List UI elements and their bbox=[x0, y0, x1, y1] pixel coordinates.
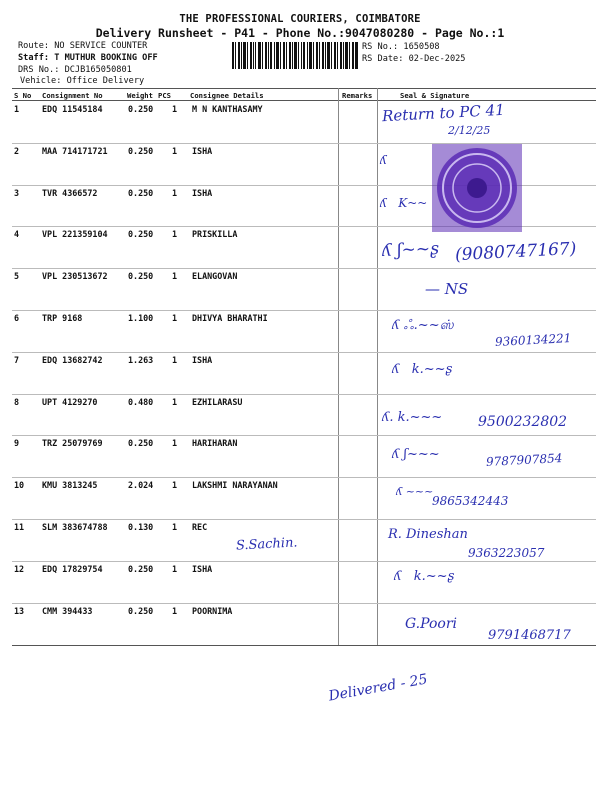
row-consignment-no: KMU 3813245 bbox=[42, 480, 98, 491]
col-weight: Weight bbox=[127, 91, 153, 100]
table-header-rule bbox=[12, 100, 596, 101]
row-separator bbox=[12, 268, 596, 269]
row-weight: 2.024 bbox=[128, 480, 154, 491]
handwritten-return-date: 2/12/25 bbox=[448, 124, 491, 137]
row-consignee: DHIVYA BHARATHI bbox=[192, 313, 268, 323]
company-name: THE PROFESSIONAL COURIERS, COIMBATORE bbox=[179, 13, 421, 25]
rs-date: RS Date: 02-Dec-2025 bbox=[362, 54, 466, 64]
row-sno: 12 bbox=[14, 563, 25, 574]
handwritten-name-row-13: G.Poori bbox=[405, 616, 458, 632]
col-consignment: Consignment No bbox=[42, 91, 103, 100]
office-stamp bbox=[430, 140, 526, 236]
row-weight: 0.250 bbox=[128, 104, 154, 114]
row-sno: 10 bbox=[14, 480, 25, 491]
row-pcs: 1 bbox=[172, 145, 178, 156]
row-sno: 7 bbox=[14, 354, 20, 365]
row-sno: 6 bbox=[14, 313, 20, 323]
row-weight: 0.480 bbox=[128, 396, 154, 407]
row-separator bbox=[12, 519, 596, 520]
col-consignee: Consignee Details bbox=[190, 91, 264, 100]
row-sno: 11 bbox=[14, 522, 25, 532]
row-sno: 9 bbox=[14, 438, 20, 449]
row-pcs: 1 bbox=[172, 313, 178, 323]
row-sno: 1 bbox=[14, 104, 20, 114]
col-sno: S No bbox=[14, 91, 32, 100]
signature-row-4: ʎ ʃ~~ʂ bbox=[381, 239, 440, 261]
row-consignee: EZHILARASU bbox=[192, 396, 243, 407]
vehicle-label: Vehicle: Office Delivery bbox=[20, 76, 145, 86]
row-consignee: REC bbox=[192, 522, 208, 532]
col-remarks: Remarks bbox=[342, 91, 373, 100]
signature-row-12: ʎ k.~~ʂ bbox=[394, 569, 455, 584]
row-separator bbox=[12, 352, 596, 353]
row-pcs: 1 bbox=[172, 104, 178, 114]
row-consignee: ISHA bbox=[192, 187, 213, 198]
row-weight: 0.130 bbox=[128, 522, 154, 532]
row-sno: 5 bbox=[14, 271, 20, 282]
row-consignee: ISHA bbox=[192, 354, 213, 365]
handwritten-name-row-11: R. Dineshan bbox=[388, 527, 468, 542]
row-consignment-no: MAA 714171721 bbox=[42, 145, 108, 156]
row-consignee: HARIHARAN bbox=[192, 438, 238, 449]
handwritten-return-note: Return to PC 41 bbox=[381, 100, 506, 126]
row-consignee: ISHA bbox=[192, 563, 213, 574]
handwritten-phone-row-9: 9787907854 bbox=[485, 451, 563, 469]
row-sno: 4 bbox=[14, 229, 20, 240]
route-label: Route: NO SERVICE COUNTER bbox=[18, 41, 148, 51]
row-separator bbox=[12, 435, 596, 436]
row-sno: 3 bbox=[14, 187, 20, 198]
row-weight: 0.250 bbox=[128, 229, 154, 240]
row-pcs: 1 bbox=[172, 271, 178, 282]
row-consignment-no: VPL 230513672 bbox=[42, 271, 108, 282]
row-pcs: 1 bbox=[172, 229, 178, 240]
row-weight: 0.250 bbox=[128, 187, 154, 198]
row-separator bbox=[12, 603, 596, 604]
row-consignee: PRISKILLA bbox=[192, 229, 238, 240]
handwritten-phone-row-11: 9363223057 bbox=[468, 546, 545, 560]
row-consignment-no: SLM 383674788 bbox=[42, 522, 108, 532]
row-consignment-no: TRZ 25079769 bbox=[42, 438, 103, 449]
handwritten-phone-row-6: 9360134221 bbox=[494, 331, 572, 349]
row-consignment-no: TVR 4366572 bbox=[42, 187, 98, 198]
signature-row-8: ʎ. k.~~~ bbox=[382, 410, 443, 425]
row-consignee: ISHA bbox=[192, 145, 213, 156]
row-consignment-no: UPT 4129270 bbox=[42, 396, 98, 407]
handwritten-phone-row-10: 9865342443 bbox=[432, 494, 509, 508]
row-sno: 8 bbox=[14, 396, 20, 407]
row-separator bbox=[12, 394, 596, 395]
row-pcs: 1 bbox=[172, 480, 178, 491]
row-pcs: 1 bbox=[172, 438, 178, 449]
row-separator bbox=[12, 561, 596, 562]
row-weight: 0.250 bbox=[128, 563, 154, 574]
col-pcs: PCS bbox=[158, 91, 171, 100]
row-weight: 0.250 bbox=[128, 438, 154, 449]
col-seal-signature: Seal & Signature bbox=[400, 91, 470, 100]
row-pcs: 1 bbox=[172, 605, 178, 616]
signature-row-3: ʎ K~~ bbox=[380, 196, 428, 210]
row-consignment-no: EDQ 11545184 bbox=[42, 104, 103, 114]
signature-row-6: ʎ ஃ.~~ஸ் bbox=[392, 318, 454, 333]
signature-row-2: ʎ bbox=[380, 153, 387, 167]
handwritten-phone-row-8: 9500232802 bbox=[478, 414, 568, 430]
handwritten-phone-row-4: (9080747167) bbox=[454, 238, 577, 266]
row-weight: 0.250 bbox=[128, 145, 154, 156]
row-consignee: ELANGOVAN bbox=[192, 271, 238, 282]
row-consignment-no: TRP 9168 bbox=[42, 313, 83, 323]
signature-row-7: ʎ k.~~ʂ bbox=[392, 362, 453, 377]
row-sno: 13 bbox=[14, 605, 25, 616]
runsheet-title: Delivery Runsheet - P41 - Phone No.:9047080280 - Page No.:1 bbox=[95, 26, 505, 40]
staff-label: Staff: T MUTHUR BOOKING OFF bbox=[18, 53, 158, 63]
row-consignment-no: EDQ 17829754 bbox=[42, 563, 103, 574]
row-separator bbox=[12, 477, 596, 478]
row-weight: 0.250 bbox=[128, 271, 154, 282]
row-consignee: M N KANTHASAMY bbox=[192, 104, 263, 114]
barcode bbox=[232, 42, 358, 69]
row-consignment-no: VPL 221359104 bbox=[42, 229, 108, 240]
row-pcs: 1 bbox=[172, 522, 178, 532]
table-top-rule bbox=[12, 88, 596, 89]
row-consignment-no: EDQ 13682742 bbox=[42, 354, 103, 365]
handwritten-remark-row-11: S.Sachin. bbox=[235, 535, 298, 554]
row-consignment-no: CMM 394433 bbox=[42, 605, 93, 616]
row-pcs: 1 bbox=[172, 563, 178, 574]
drs-number: DRS No.: DCJB165050801 bbox=[18, 65, 132, 75]
signature-row-9: ʎ ʃ~~~ bbox=[392, 447, 440, 462]
row-separator bbox=[12, 310, 596, 311]
row-pcs: 1 bbox=[172, 354, 178, 365]
handwritten-footer-note: Delivered - 25 bbox=[327, 671, 429, 705]
row-pcs: 1 bbox=[172, 187, 178, 198]
row-weight: 1.263 bbox=[128, 354, 154, 365]
signature-row-10: ʎ ~~~ bbox=[396, 485, 434, 498]
handwritten-mark-row-5: — NS bbox=[425, 280, 469, 298]
row-sno: 2 bbox=[14, 145, 20, 156]
handwritten-phone-row-13: 9791468717 bbox=[488, 628, 571, 643]
row-weight: 0.250 bbox=[128, 605, 154, 616]
row-consignee: LAKSHMI NARAYANAN bbox=[192, 480, 278, 491]
row-weight: 1.100 bbox=[128, 313, 154, 323]
rs-number: RS No.: 1650508 bbox=[362, 42, 440, 52]
row-consignee: POORNIMA bbox=[192, 605, 233, 616]
row-pcs: 1 bbox=[172, 396, 178, 407]
table-bottom-rule bbox=[12, 645, 596, 646]
